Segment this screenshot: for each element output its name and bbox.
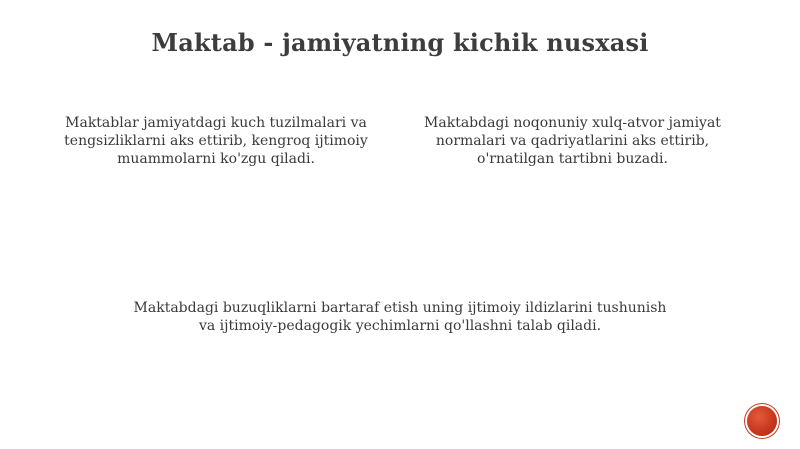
bottom-text-block: Maktabdagi buzuqliklarni bartaraf etish uning ijtimoiy ildizlarini tushunish va ijtimoiy-pedagogik yechimlarni qo'llashni talab qiladi. (133, 300, 667, 334)
slide-title: Maktab - jamiyatning kichik nusxasi (151, 28, 649, 57)
circle-badge-icon[interactable] (747, 406, 777, 436)
right-text-block: Maktabdagi noqonuniy xulq-atvor jamiyat normalari va qadriyatlarini aks ettirib, o'rnatilgan tartibni buzadi. (424, 115, 721, 167)
left-text-block: Maktablar jamiyatdagi kuch tuzilmalari va tengsizliklarni aks ettirib, kengroq ijtimoiy muammolarni ko'zgu qiladi. (64, 115, 368, 167)
